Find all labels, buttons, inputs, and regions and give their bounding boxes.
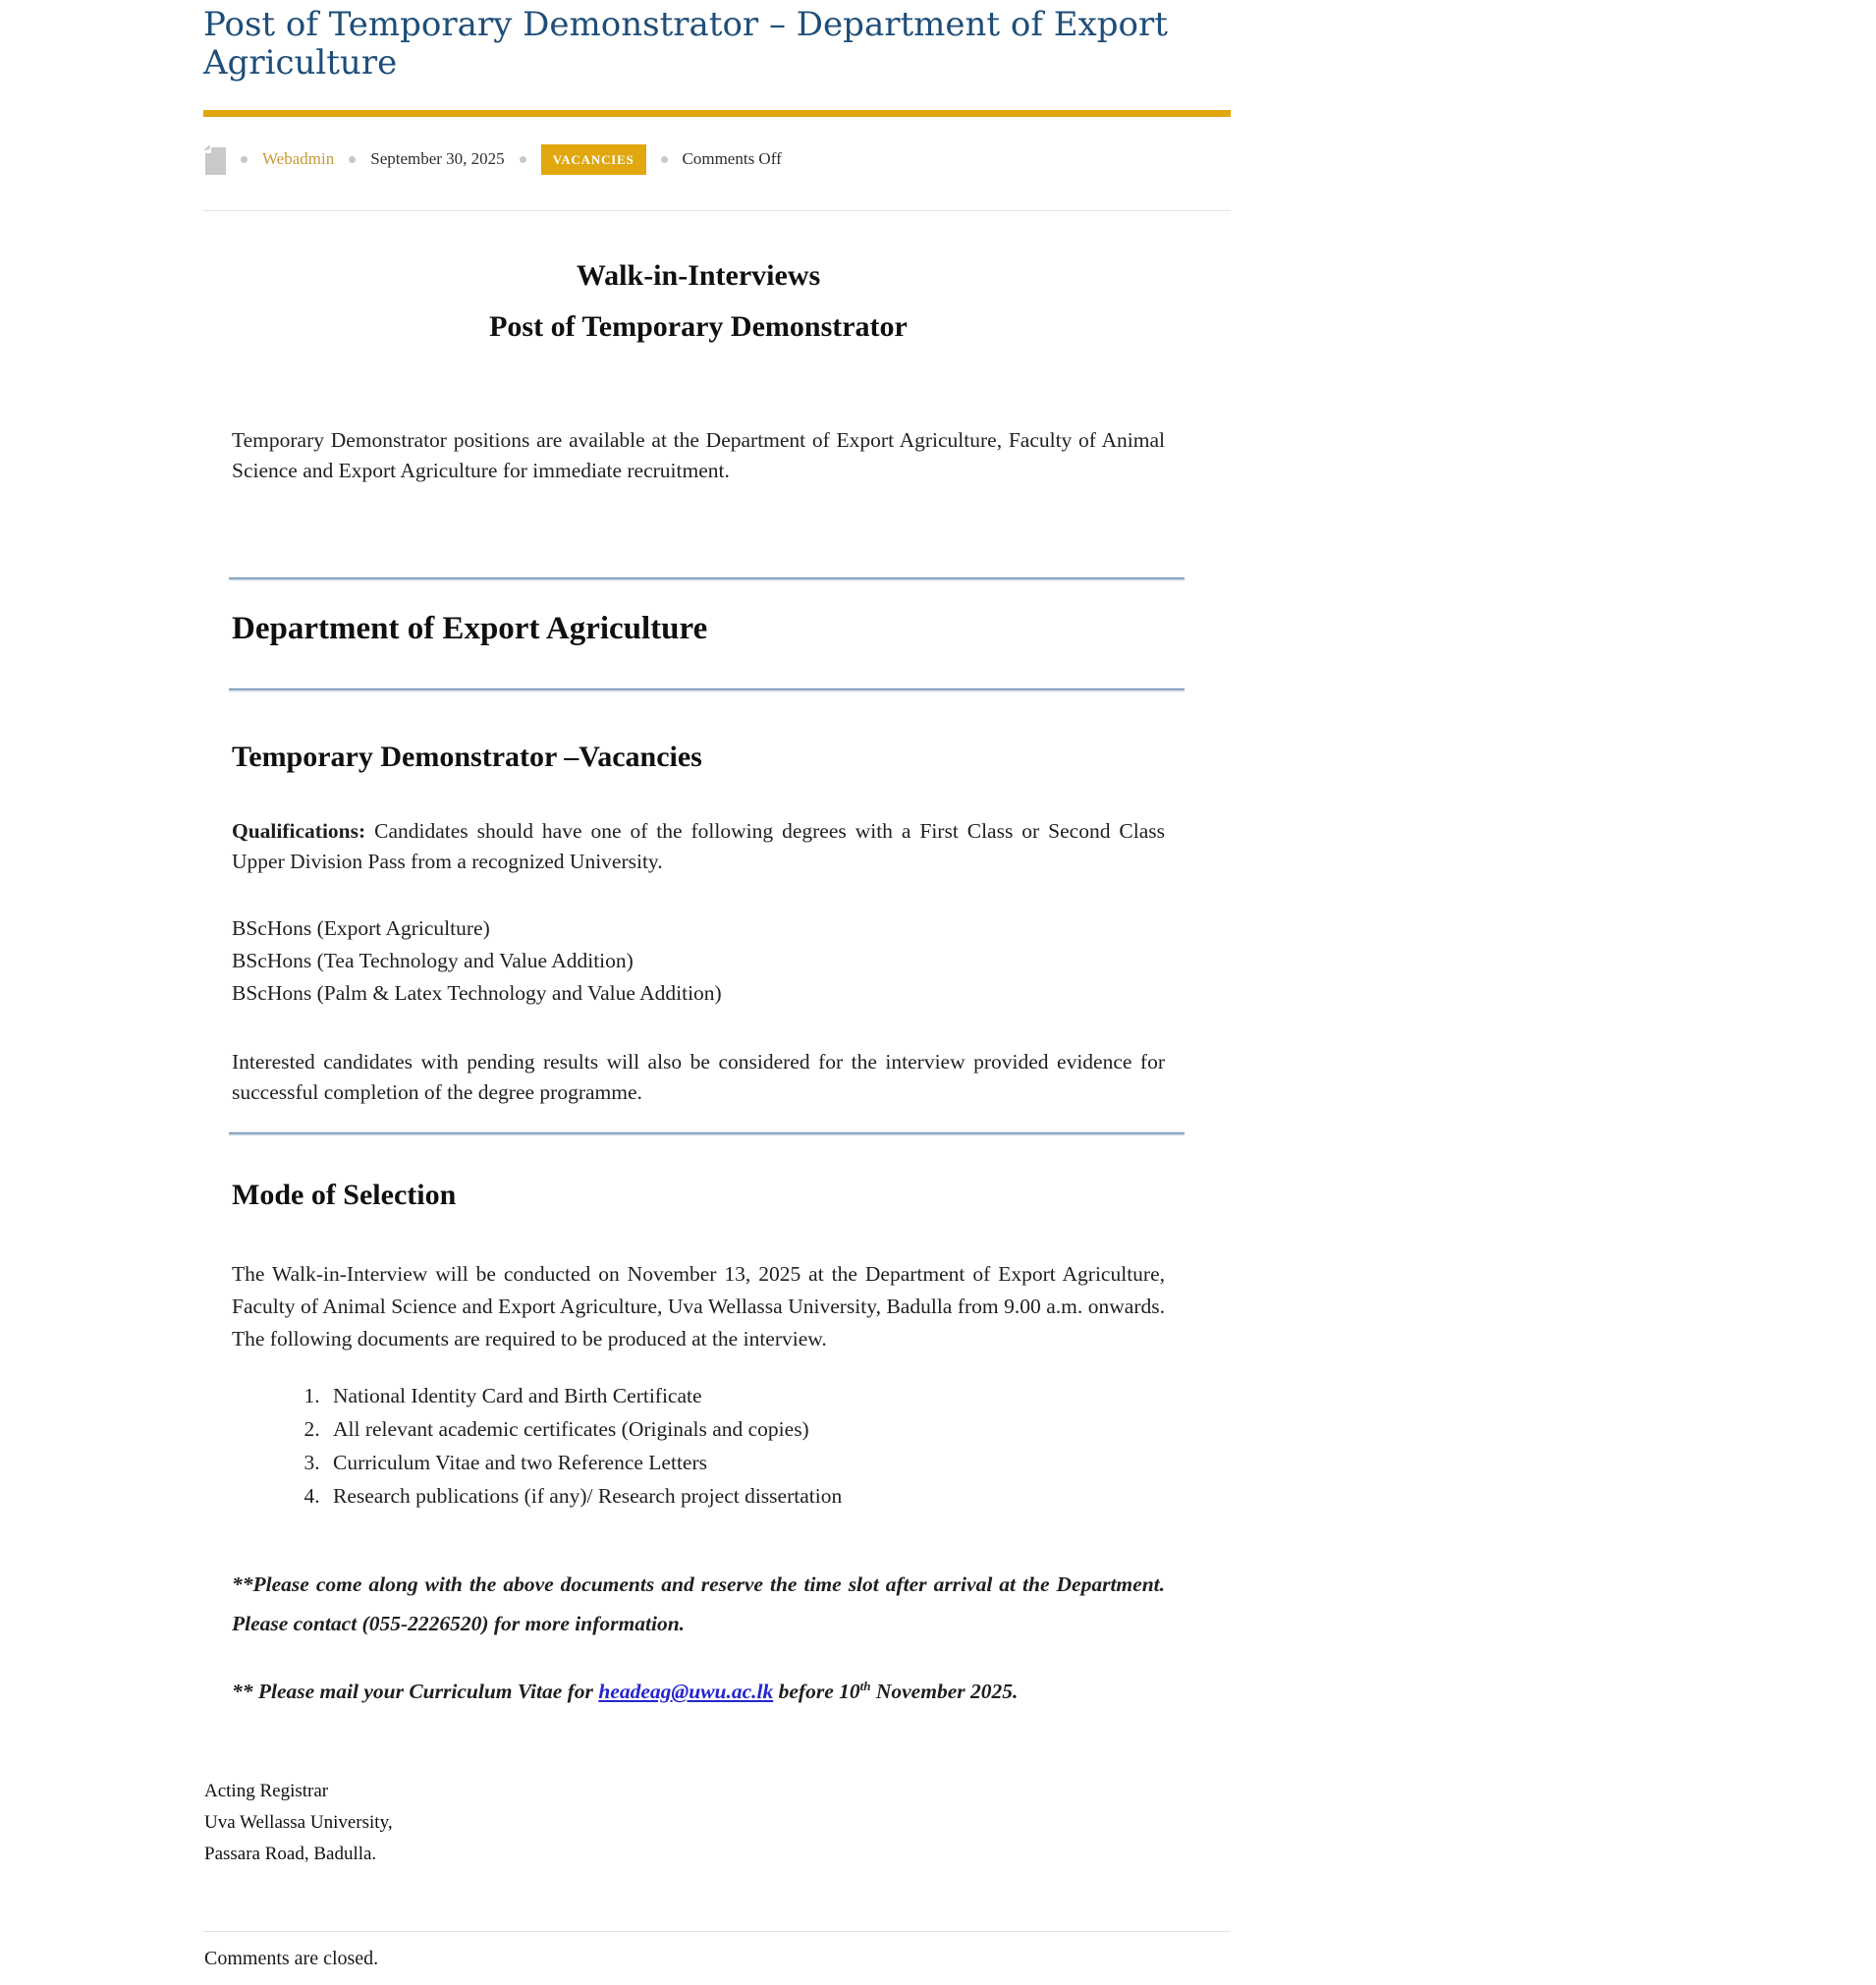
required-document-item: 1. National Identity Card and Birth Certificate: [325, 1379, 1165, 1412]
note-mail-suffix: November 2025.: [870, 1680, 1019, 1704]
document-title-line1: Walk-in-Interviews: [576, 259, 821, 292]
degree-item: BScHons (Tea Technology and Value Addition): [232, 949, 634, 972]
section-title-mode-of-selection: Mode of Selection: [232, 1179, 457, 1211]
degree-item: BScHons (Palm & Latex Technology and Value Addition): [232, 981, 722, 1005]
page-title: Post of Temporary Demonstrator – Department of Export Agriculture: [203, 5, 1168, 83]
document-body: [232, 250, 1165, 1711]
meta-bullet-icon: [520, 156, 526, 163]
note-mail-mid: before 10: [773, 1680, 860, 1704]
note-mail-cv: [232, 1667, 1165, 1711]
required-document-item: 3. Curriculum Vitae and two Reference Letters: [325, 1446, 1165, 1479]
signature-address: Passara Road, Badulla.: [204, 1844, 377, 1865]
required-document-item: 2. All relevant academic certificates (Originals and copies): [325, 1412, 1165, 1446]
header-divider: [203, 210, 1231, 211]
signature-block: [204, 1776, 1876, 1870]
note-documents: **Please come along with the above documents and reserve the time slot after arrival at the Department. Please contact (055-2226520) for more information.: [232, 1572, 1165, 1635]
signature-role: Acting Registrar: [204, 1781, 329, 1802]
author-link[interactable]: Webadmin: [262, 149, 335, 168]
footer-divider: [203, 1931, 1231, 1932]
meta-bullet-icon: [349, 156, 356, 163]
qualifications-paragraph: [232, 816, 1165, 877]
meta-bullet-icon: [661, 156, 668, 163]
comments-closed-note: Comments are closed.: [204, 1948, 379, 1970]
comments-status: Comments Off: [682, 149, 782, 168]
degree-item: BScHons (Export Agriculture): [232, 916, 490, 940]
document-title: [232, 250, 1165, 353]
note-mail-prefix: ** Please mail your Curriculum Vitae for: [232, 1680, 599, 1704]
ordinal-suffix: th: [859, 1679, 871, 1693]
selection-paragraph: The Walk-in-Interview will be conducted on November 13, 2025 at the Department of Export Agriculture, Faculty of Animal Science and Export Agriculture, Uva Wellassa University, Badulla from 9.00 a.m. onwards. The following documents are required to be produced at the interview.: [232, 1262, 1165, 1351]
section-divider: [229, 689, 1185, 691]
required-documents-list: [232, 1379, 1165, 1513]
email-link[interactable]: headeag@uwu.ac.lk: [598, 1680, 774, 1704]
intro-paragraph: Temporary Demonstrator positions are available at the Department of Export Agriculture, Faculty of Animal Science and Export Agriculture for immediate recruitment.: [232, 428, 1165, 482]
post-meta-row: [203, 143, 1876, 175]
title-accent-bar: [203, 110, 1231, 117]
qualifications-label: Qualifications:: [232, 819, 366, 843]
document-title-line2: Post of Temporary Demonstrator: [489, 310, 908, 343]
qualifications-text: Candidates should have one of the following degrees with a First Class or Second Class Upper Division Pass from a recognized University.: [232, 819, 1165, 873]
signature-institution: Uva Wellassa University,: [204, 1812, 393, 1834]
post-format-icon: [203, 144, 226, 175]
degree-list: [232, 912, 1165, 1010]
section-title-vacancies: Temporary Demonstrator –Vacancies: [232, 741, 702, 773]
category-badge[interactable]: VACANCIES: [541, 144, 646, 175]
section-divider: [229, 578, 1185, 580]
section-title-department: Department of Export Agriculture: [232, 611, 708, 646]
post-date: September 30, 2025: [370, 149, 505, 168]
required-document-item: 4. Research publications (if any)/ Research project dissertation: [325, 1479, 1165, 1513]
pending-results-paragraph: Interested candidates with pending results will also be considered for the interview provided evidence for successful completion of the degree programme.: [232, 1050, 1165, 1104]
meta-bullet-icon: [241, 156, 248, 163]
section-divider: [229, 1132, 1185, 1135]
